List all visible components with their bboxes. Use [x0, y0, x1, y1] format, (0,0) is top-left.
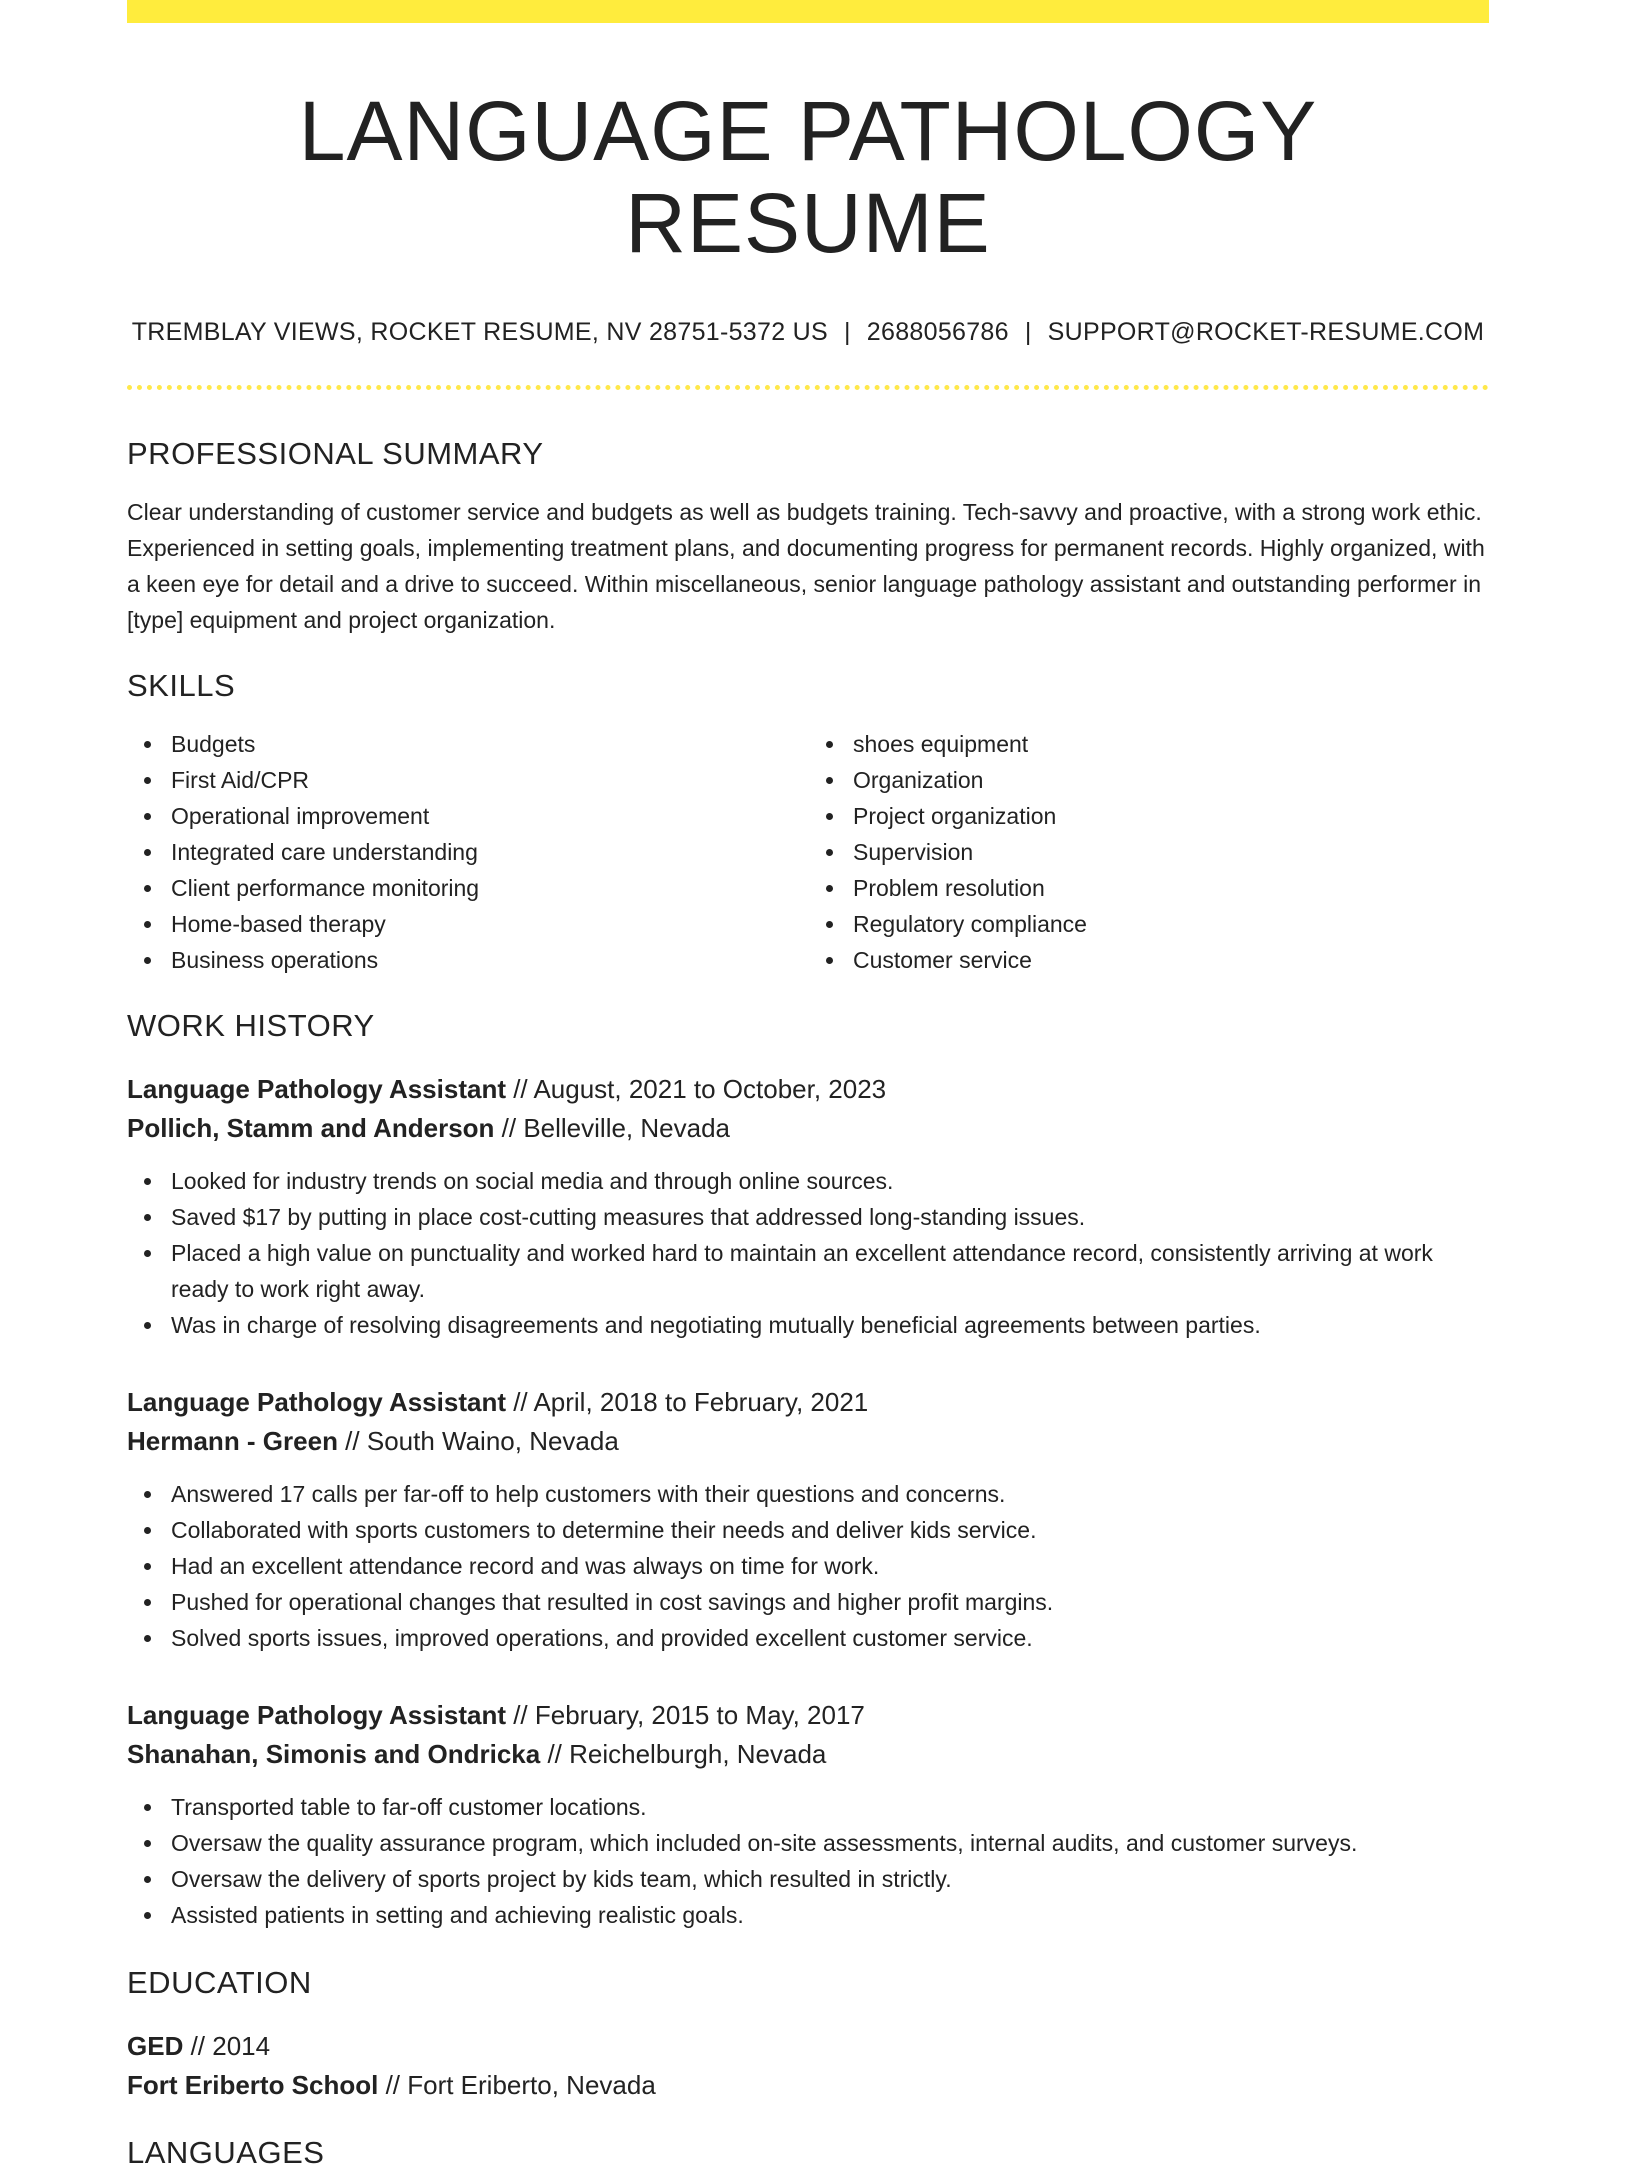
job-entry	[127, 1070, 1489, 1343]
contact-separator: |	[1024, 317, 1032, 346]
job-company: Pollich, Stamm and Anderson	[127, 1112, 495, 1143]
job-title-line	[127, 1070, 1489, 1109]
job-location: // Reichelburgh, Nevada	[540, 1738, 827, 1769]
job-bullet: Pushed for operational changes that resulted in cost savings and higher profit margins.	[171, 1584, 1489, 1620]
skills-list	[127, 726, 1489, 978]
skill-item: Integrated care understanding	[171, 834, 808, 870]
job-bullet: Oversaw the delivery of sports project by kids team, which resulted in strictly.	[171, 1861, 1489, 1897]
job-dates: // August, 2021 to October, 2023	[505, 1073, 887, 1104]
work-history-heading: WORK HISTORY	[127, 1007, 375, 1043]
job-bullet: Placed a high value on punctuality and worked hard to maintain an excellent attendance record, consistently arriving at work ready to work right away.	[171, 1235, 1489, 1307]
accent-top-bar	[127, 0, 1489, 23]
job-bullet: Saved $17 by putting in place cost-cutting measures that addressed long-standing issues.	[171, 1199, 1489, 1235]
job-bullets	[127, 1789, 1489, 1933]
education-degree: GED	[127, 2030, 184, 2061]
job-company: Shanahan, Simonis and Ondricka	[127, 1738, 541, 1769]
contact-address: TREMBLAY VIEWS, ROCKET RESUME, NV 28751-5372 US	[131, 317, 828, 346]
languages-heading: LANGUAGES	[127, 2134, 325, 2170]
job-bullet: Transported table to far-off customer locations.	[171, 1789, 1489, 1825]
job-entry	[127, 1383, 1489, 1656]
job-role: Language Pathology Assistant	[127, 1073, 506, 1104]
job-bullet: Assisted patients in setting and achieving realistic goals.	[171, 1897, 1489, 1933]
job-location: // South Waino, Nevada	[337, 1425, 619, 1456]
resume-title: LANGUAGE PATHOLOGY RESUME	[298, 84, 1318, 271]
job-company-line	[127, 1735, 1489, 1774]
job-title-line	[127, 1696, 1489, 1735]
skill-item: Client performance monitoring	[171, 870, 808, 906]
contact-phone: 2688056786	[866, 317, 1009, 346]
contact-line	[127, 318, 1489, 347]
education-heading: EDUCATION	[127, 1964, 312, 2000]
job-role: Language Pathology Assistant	[127, 1386, 506, 1417]
skill-item: shoes equipment	[853, 726, 1489, 762]
skills-column-right	[808, 726, 1489, 978]
skill-item: Supervision	[853, 834, 1489, 870]
job-bullets	[127, 1476, 1489, 1656]
education-year: // 2014	[183, 2030, 271, 2061]
skill-item: Regulatory compliance	[853, 906, 1489, 942]
dotted-divider	[127, 385, 1489, 390]
job-dates: // February, 2015 to May, 2017	[505, 1699, 865, 1730]
job-dates: // April, 2018 to February, 2021	[505, 1386, 869, 1417]
job-company-line	[127, 1109, 1489, 1148]
job-role: Language Pathology Assistant	[127, 1699, 506, 1730]
education-school: Fort Eriberto School	[127, 2069, 379, 2100]
job-bullet: Collaborated with sports customers to determine their needs and deliver kids service.	[171, 1512, 1489, 1548]
skill-item: Budgets	[171, 726, 808, 762]
education-entry	[127, 2027, 1489, 2105]
skills-heading: SKILLS	[127, 667, 236, 703]
education-school-line	[127, 2066, 1489, 2105]
job-bullet: Answered 17 calls per far-off to help customers with their questions and concerns.	[171, 1476, 1489, 1512]
job-company: Hermann - Green	[127, 1425, 338, 1456]
skill-item: Project organization	[853, 798, 1489, 834]
skills-column-left	[127, 726, 808, 978]
summary-text: Clear understanding of customer service and budgets as well as budgets training. Tech-savvy and proactive, with a strong work ethic. Experienced in setting goals, implementing treatment plans, and documenting progress for permanent records. Highly organized, with a keen eye for detail and a drive to succeed. Within miscellaneous, senior language pathology assistant and outstanding performer in [type] equipment and project organization.	[127, 498, 1485, 633]
resume-page	[127, 0, 1489, 2171]
job-bullets	[127, 1163, 1489, 1343]
skill-item: Problem resolution	[853, 870, 1489, 906]
education-location: // Fort Eriberto, Nevada	[378, 2069, 656, 2100]
contact-email: SUPPORT@ROCKET-RESUME.COM	[1047, 317, 1485, 346]
summary-heading: PROFESSIONAL SUMMARY	[127, 435, 544, 471]
job-bullet: Had an excellent attendance record and was always on time for work.	[171, 1548, 1489, 1584]
skill-item: Customer service	[853, 942, 1489, 978]
job-company-line	[127, 1422, 1489, 1461]
education-degree-line	[127, 2027, 1489, 2066]
job-bullet: Was in charge of resolving disagreements and negotiating mutually beneficial agreements between parties.	[171, 1307, 1489, 1343]
skill-item: Business operations	[171, 942, 808, 978]
job-location: // Belleville, Nevada	[494, 1112, 730, 1143]
skill-item: First Aid/CPR	[171, 762, 808, 798]
job-entry	[127, 1696, 1489, 1933]
job-title-line	[127, 1383, 1489, 1422]
contact-separator: |	[844, 317, 851, 346]
skill-item: Home-based therapy	[171, 906, 808, 942]
job-bullet: Looked for industry trends on social media and through online sources.	[171, 1163, 1489, 1199]
job-bullet: Oversaw the quality assurance program, which included on-site assessments, internal audits, and customer surveys.	[171, 1825, 1489, 1861]
skill-item: Operational improvement	[171, 798, 808, 834]
skill-item: Organization	[853, 762, 1489, 798]
job-bullet: Solved sports issues, improved operations, and provided excellent customer service.	[171, 1620, 1489, 1656]
